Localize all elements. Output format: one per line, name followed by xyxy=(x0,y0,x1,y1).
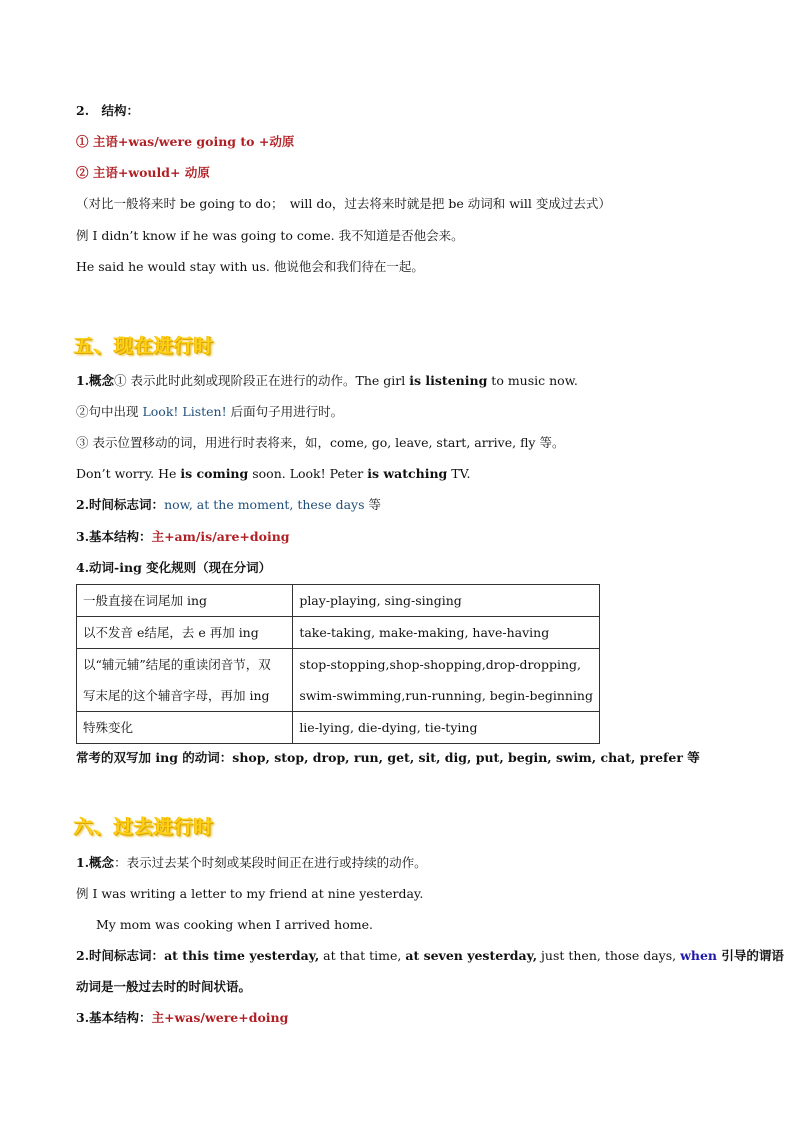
marker-text-1: at that time, xyxy=(319,948,406,963)
example-bold-2: is watching xyxy=(367,466,448,481)
marker-tail-1: 引导的谓语 xyxy=(716,948,784,963)
concept-text-6: ：表示过去某个时刻或某段时间正在进行或持续的动作。 xyxy=(114,855,427,870)
point-3-line: ③ 表示位置移动的词，用进行时表将来，如，come, go, leave, start, arrive, fly 等。 xyxy=(76,435,565,450)
example-text-c: soon. Look! Peter xyxy=(248,466,368,481)
concept-line xyxy=(76,373,578,389)
marker-text-2: just then, those days, xyxy=(537,948,681,963)
double-consonant-note: 常考的双写加 ing 的动词：shop, stop, drop, run, get, sit, dig, put, begin, swim, chat, prefer 等 xyxy=(76,750,700,765)
structure-line xyxy=(76,529,290,545)
marker-when: when xyxy=(680,948,717,963)
structure-line-6 xyxy=(76,1010,288,1026)
structure-heading: 2. 结构： xyxy=(76,103,140,118)
concept-bold: is listening xyxy=(409,373,488,388)
concept-label: 1.概念 xyxy=(76,373,115,388)
structure-item-1: ① 主语+was/were going to +动原 xyxy=(76,134,295,149)
point-2-keywords: Look! Listen! xyxy=(142,404,227,419)
table-row xyxy=(77,585,600,617)
table-cell xyxy=(77,649,293,712)
table-cell: 特殊变化 xyxy=(77,712,293,744)
time-markers-tail: 等 xyxy=(364,497,382,512)
ing-rules-title: 4.动词-ing 变化规则（现在分词） xyxy=(76,560,272,575)
table-cell: 以不发音 e结尾，去 e 再加 ing xyxy=(77,617,293,649)
example-2: He said he would stay with us. 他说他会和我们待在一起。 xyxy=(76,259,424,274)
section-5-title: 五、现在进行时 xyxy=(74,335,215,357)
example-line-1: stop-stopping,shop-shopping,drop-dropping, xyxy=(299,657,581,672)
table-cell: 一般直接在词尾加 ing xyxy=(77,585,293,617)
time-markers-continuation: 动词是一般过去时的时间状语。 xyxy=(76,979,252,994)
time-markers-value: now, at the moment, these days xyxy=(164,497,365,512)
comparison-note: （对比一般将来时 be going to do； will do，过去将来时就是把 be 动词和 will 变成过去式） xyxy=(76,196,611,211)
example-text-d: TV. xyxy=(447,466,471,481)
table-row xyxy=(77,649,600,712)
point-2-line xyxy=(76,404,343,420)
rule-line-2: 写末尾的这个辅音字母，再加 ing xyxy=(83,688,270,703)
example-text-a: Don’t worry. He xyxy=(76,466,181,481)
example-line xyxy=(76,466,470,482)
time-markers-line-6 xyxy=(76,948,784,964)
example-bold-1: is coming xyxy=(180,466,249,481)
time-markers-label: 2.时间标志词： xyxy=(76,497,165,512)
ing-rules-table xyxy=(76,584,600,744)
table-cell: lie-lying, die-dying, tie-tying xyxy=(293,712,600,744)
rule-line-1: 以“辅元辅”结尾的重读闭音节，双 xyxy=(83,657,271,672)
table-cell: take-taking, make-making, have-having xyxy=(293,617,600,649)
table-row xyxy=(77,617,600,649)
table-cell: play-playing, sing-singing xyxy=(293,585,600,617)
time-markers-label-6: 2.时间标志词： xyxy=(76,948,165,963)
structure-label-6: 3.基本结构： xyxy=(76,1010,152,1025)
marker-bold-2: at seven yesterday, xyxy=(405,948,538,963)
marker-bold-1: at this time yesterday, xyxy=(164,948,320,963)
table-row xyxy=(77,712,600,744)
example-2-6: My mom was cooking when I arrived home. xyxy=(96,917,373,932)
concept-tail: to music now. xyxy=(487,373,578,388)
structure-value-6: 主+was/were+doing xyxy=(151,1010,289,1025)
table-cell xyxy=(293,649,600,712)
concept-text: ① 表示此时此刻或现阶段正在进行的动作。The girl xyxy=(114,373,410,388)
point-2-text: ②句中出现 xyxy=(76,404,143,419)
section-6-title: 六、过去进行时 xyxy=(74,816,215,838)
time-markers-line xyxy=(76,497,381,513)
example-1-6: 例 I was writing a letter to my friend at nine yesterday. xyxy=(76,886,424,901)
example-line-2: swim-swimming,run-running, begin-beginning xyxy=(299,688,593,703)
concept-line-6 xyxy=(76,855,427,871)
structure-value: 主+am/is/are+doing xyxy=(151,529,290,544)
concept-label-6: 1.概念 xyxy=(76,855,115,870)
structure-item-2: ② 主语+would+ 动原 xyxy=(76,165,210,180)
example-1: 例 I didn’t know if he was going to come. 我不知道是否他会来。 xyxy=(76,228,464,243)
point-2-tail: 后面句子用进行时。 xyxy=(226,404,344,419)
structure-label: 3.基本结构： xyxy=(76,529,152,544)
